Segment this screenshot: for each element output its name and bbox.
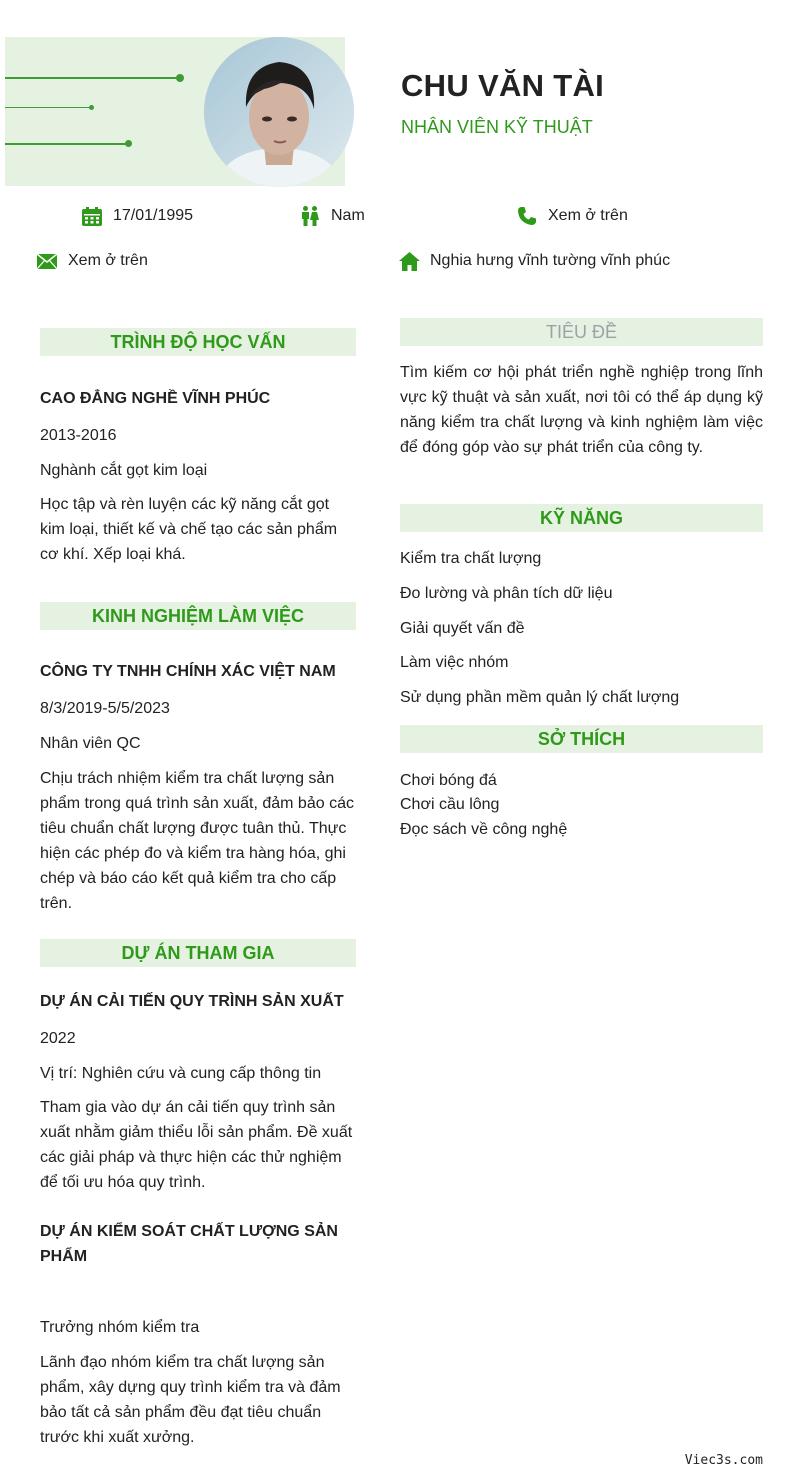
project-role: Trưởng nhóm kiểm tra — [40, 1319, 200, 1336]
project-description: Tham gia vào dự án cải tiến quy trình sản xuất nhằm giảm thiểu lỗi sản phẩm. Đề xuất các giải pháp và thực hiện các thử nghiệm để tối ưu hóa quy trình. — [40, 1099, 353, 1191]
envelope-icon — [36, 250, 58, 272]
hobby-item: Chơi cầu lông — [400, 796, 500, 813]
address-info — [398, 250, 670, 272]
calendar-icon — [81, 205, 103, 227]
hobbies-heading: SỞ THÍCH — [400, 725, 763, 753]
education-school: CAO ĐẲNG NGHỀ VĨNH PHÚC — [40, 390, 271, 407]
experience-heading: KINH NGHIỆM LÀM VIỆC — [40, 602, 356, 630]
skill-item: Đo lường và phân tích dữ liệu — [400, 585, 613, 602]
experience-company: CÔNG TY TNHH CHÍNH XÁC VIỆT NAM — [40, 663, 336, 680]
email-info — [36, 250, 148, 272]
avatar — [204, 37, 354, 187]
home-icon — [398, 250, 420, 272]
objective-heading: TIÊU ĐỀ — [400, 318, 763, 346]
project-name: DỰ ÁN CẢI TIẾN QUY TRÌNH SẢN XUẤT — [40, 993, 344, 1010]
decor-line — [5, 107, 92, 108]
education-period: 2013-2016 — [40, 427, 117, 444]
project-role: Vị trí: Nghiên cứu và cung cấp thông tin — [40, 1065, 322, 1082]
project-year: 2022 — [40, 1030, 76, 1047]
birthday-info — [81, 205, 193, 227]
hobby-item: Chơi bóng đá — [400, 772, 497, 789]
decor-line — [5, 143, 129, 145]
education-description: Học tập và rèn luyện các kỹ năng cắt gọt kim loại, thiết kế và chế tạo các sản phẩm cơ khí. Xếp loại khá. — [40, 496, 338, 563]
email-value: Xem ở trên — [68, 252, 148, 269]
job-title: NHÂN VIÊN KỸ THUẬT — [401, 117, 593, 137]
experience-position: Nhân viên QC — [40, 735, 141, 752]
gender-icon — [299, 205, 321, 227]
gender-info — [299, 205, 365, 227]
profile-photo-icon — [204, 37, 354, 187]
education-heading: TRÌNH ĐỘ HỌC VẤN — [40, 328, 356, 356]
decor-dot — [176, 74, 184, 82]
decor-line — [5, 77, 179, 79]
footer-brand: Viec3s.com — [684, 1453, 763, 1468]
skills-heading: KỸ NĂNG — [400, 504, 763, 532]
decor-dot — [89, 105, 94, 110]
objective-text: Tìm kiếm cơ hội phát triển nghề nghiệp trong lĩnh vực kỹ thuật và sản xuất, nơi tôi có thể áp dụng kỹ năng kiểm tra chất lượng và kinh nghiệm làm việc để đóng góp vào sự phát triển của công ty. — [400, 364, 763, 456]
candidate-name: CHU VĂN TÀI — [401, 68, 605, 103]
decor-dot — [125, 140, 132, 147]
hobby-item: Đọc sách về công nghệ — [400, 821, 568, 838]
phone-icon — [516, 205, 538, 227]
address-value: Nghia hưng vĩnh tường vĩnh phúc — [430, 252, 671, 269]
skill-item: Kiểm tra chất lượng — [400, 550, 542, 567]
phone-info — [516, 205, 628, 227]
gender-value: Nam — [331, 207, 365, 224]
skill-item: Giải quyết vấn đề — [400, 620, 525, 637]
projects-heading: DỰ ÁN THAM GIA — [40, 939, 356, 967]
skill-item: Sử dụng phần mềm quản lý chất lượng — [400, 689, 680, 706]
project-description: Lãnh đạo nhóm kiểm tra chất lượng sản phẩm, xây dựng quy trình kiểm tra và đảm bảo tất cả sản phẩm đều đạt tiêu chuẩn trước khi xuất xưởng. — [40, 1354, 341, 1446]
project-name: DỰ ÁN KIỂM SOÁT CHẤT LƯỢNG SẢN PHẨM — [40, 1223, 338, 1265]
phone-value: Xem ở trên — [548, 207, 628, 224]
birthday-value: 17/01/1995 — [113, 207, 194, 224]
education-major: Nghành cắt gọt kim loại — [40, 462, 208, 479]
skill-item: Làm việc nhóm — [400, 654, 509, 671]
experience-description: Chịu trách nhiệm kiểm tra chất lượng sản phẩm trong quá trình sản xuất, đảm bảo các tiêu chuẩn chất lượng được tuân thủ. Thực hiện các phép đo và kiểm tra hàng hóa, ghi chép và báo cáo kết quả kiểm tra cho cấp trên. — [40, 770, 354, 912]
experience-period: 8/3/2019-5/5/2023 — [40, 700, 170, 717]
